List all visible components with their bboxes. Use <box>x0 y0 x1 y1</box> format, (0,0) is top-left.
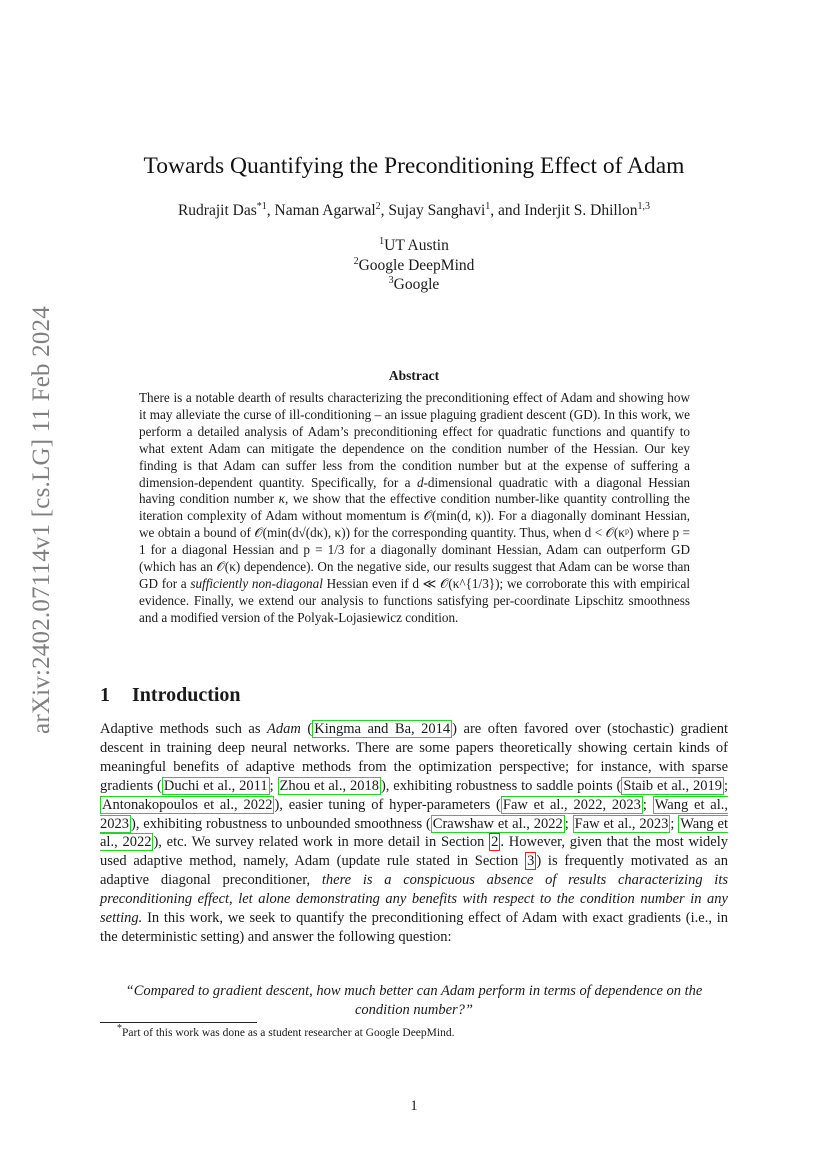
page-number: 1 <box>410 1098 418 1114</box>
citation-link[interactable]: Kingma and Ba, 2014 <box>314 721 451 737</box>
paper-title: Towards Quantifying the Preconditioning Effect of Adam <box>143 153 685 179</box>
text-run: There is a notable dearth of results characterizing the preconditioning effect of Adam and showing how it may alleviate the curse of ill-conditioning – an issue plaguing gradient descent (GD). In this work, we perform a detailed analysis of Adam’s preconditioning effect for quadratic functions and quantify to what extent Adam can mitigate the dependence on the condition number of the Hessian. Our key finding is that Adam can suffer less from the condition number but at the expense of suffering a dimension-dependent quantity. Specifically, for a <box>139 390 690 490</box>
section-title: Introduction <box>132 684 241 706</box>
text-run: . However, given that the most widely used adaptive method, namely, Adam (update rule stated in Section <box>100 834 728 870</box>
section-reference-link[interactable]: 2 <box>491 834 499 851</box>
citation-link[interactable]: Zhou et al., 2018 <box>279 777 379 794</box>
text-run: -dimensional quadratic with a diagonal Hessian having condition number <box>139 474 690 507</box>
footnote-mark: * <box>117 1023 122 1035</box>
research-question-quote <box>100 982 728 1020</box>
text-run: Hessian even if d ≪ 𝒪(κ^{1/3}); we corroborate this with empirical evidence. Finally, we extend our analysis to functions satisfying per-coordinate Lipschitz smoothness and a modified version of the Polyak-Lojasiewicz condition. <box>139 575 690 625</box>
introduction-paragraph <box>100 720 728 947</box>
section-reference-link[interactable]: 3 <box>527 853 535 870</box>
citation-link[interactable]: Faw et al., 2023 <box>574 815 669 832</box>
text-run: ), etc. We survey related work in more detail in Section <box>153 834 490 851</box>
author-1-mark: *1 <box>256 200 267 212</box>
text-run: ) is frequently motivated as an adaptive diagonal preconditioner, <box>100 853 728 889</box>
citation-link[interactable]: Duchi et al., 2011 <box>163 777 268 794</box>
citation-link[interactable]: Wang et al., 2023 <box>100 796 729 832</box>
text-run: ; <box>269 777 278 794</box>
author-4: Inderjit S. Dhillon$^{1,3}$ <box>524 200 651 219</box>
arxiv-identifier-stamp <box>12 170 72 870</box>
affiliation-list <box>100 236 728 295</box>
quote-text: “Compared to gradient descent, how much better can Adam perform in terms of dependence on the condition number?” <box>125 983 703 1018</box>
author-2: Naman Agarwal$^2$ <box>274 200 381 219</box>
section-heading-introduction <box>100 684 241 707</box>
text-run: ), exhibiting robustness to unbounded smoothness ( <box>131 815 431 832</box>
abstract-paragraph <box>139 390 690 627</box>
affiliation-3: $^3$Google <box>388 274 440 293</box>
affiliation-2: $^2$Google DeepMind <box>353 255 475 274</box>
text-run: ; <box>723 777 729 794</box>
footnote-rule <box>100 1022 257 1023</box>
introduction-body <box>100 720 728 947</box>
arxiv-identifier-text: arXiv:2402.07114v1 [cs.LG] 11 Feb 2024 <box>28 306 56 734</box>
affiliation-1: $^1$UT Austin <box>379 235 449 254</box>
text-run: Adaptive methods such as <box>100 721 268 737</box>
emphasized-text: sufficiently non-diagonal <box>190 575 323 591</box>
emphasized-text: d <box>416 474 424 490</box>
text-run: ), easier tuning of hyper-parameters ( <box>274 796 501 813</box>
author-1: Rudrajit Das$^{*1}$ <box>177 200 267 219</box>
citation-link[interactable]: Faw et al., 2022, 2023 <box>502 796 641 813</box>
footnote <box>117 1023 455 1039</box>
emphasized-text: Adam <box>267 721 301 737</box>
text-run: ) are often favored over (stochastic) gradient descent in training deep neural networks. There are some papers theoretically showing certain kinds of meaningful benefits of adaptive methods from the optimization perspective; for instance, with sparse gradients ( <box>100 721 728 794</box>
abstract-heading: Abstract <box>388 368 440 383</box>
author-3: Sujay Sanghavi$^1$ <box>388 200 491 219</box>
author-list: Rudrajit Das$^{*1}$, Naman Agarwal$^2$, Sujay Sanghavi$^1$, and Inderjit S. Dhillon$^{1,3}$ <box>177 200 651 219</box>
text-run: ( <box>300 721 313 737</box>
text-run: ; <box>642 796 653 813</box>
text-run: ; <box>670 815 679 832</box>
author-4-mark: 1,3 <box>637 200 651 212</box>
citation-link[interactable]: Staib et al., 2019 <box>623 777 722 794</box>
citation-link[interactable]: Crawshaw et al., 2022 <box>432 815 563 832</box>
author-2-mark: 2 <box>375 200 381 212</box>
author-3-mark: 1 <box>485 200 491 212</box>
emphasized-text: there is a conspicuous absence of results characterizing its preconditioning effect, let alone demonstrating any benefits with respect to the condition number in any setting. <box>100 872 729 927</box>
emphasized-text: κ <box>278 491 285 507</box>
citation-link[interactable]: Wang et al., 2022 <box>100 815 728 851</box>
citation-link[interactable]: Antonakopoulos et al., 2022 <box>102 796 273 813</box>
footnote-text: Part of this work was done as a student researcher at Google DeepMind. <box>122 1027 455 1039</box>
text-run: ; <box>564 815 573 832</box>
section-number: 1 <box>100 684 110 706</box>
abstract-body <box>139 390 690 627</box>
text-run: In this work, we seek to quantify the preconditioning effect of Adam with exact gradients (i.e., in the deterministic setting) and answer the following question: <box>100 910 728 945</box>
text-run: ), exhibiting robustness to saddle points ( <box>380 777 622 794</box>
text-run: , we show that the effective condition number-like quantity controlling the iteration complexity of Adam without momentum is 𝒪(min(d, κ)). For a diagonally dominant Hessian, we obtain a bound of 𝒪(min(d√(dκ), κ)) for the corresponding quantity. Thus, when d < 𝒪(κᵖ) where p = 1 for a diagonal Hessian and p = 1/3 for a diagonally dominant Hessian, Adam can outperform GD (which has an 𝒪(κ) dependence). On the negative side, our results suggest that Adam can be worse than GD for a <box>139 491 690 591</box>
